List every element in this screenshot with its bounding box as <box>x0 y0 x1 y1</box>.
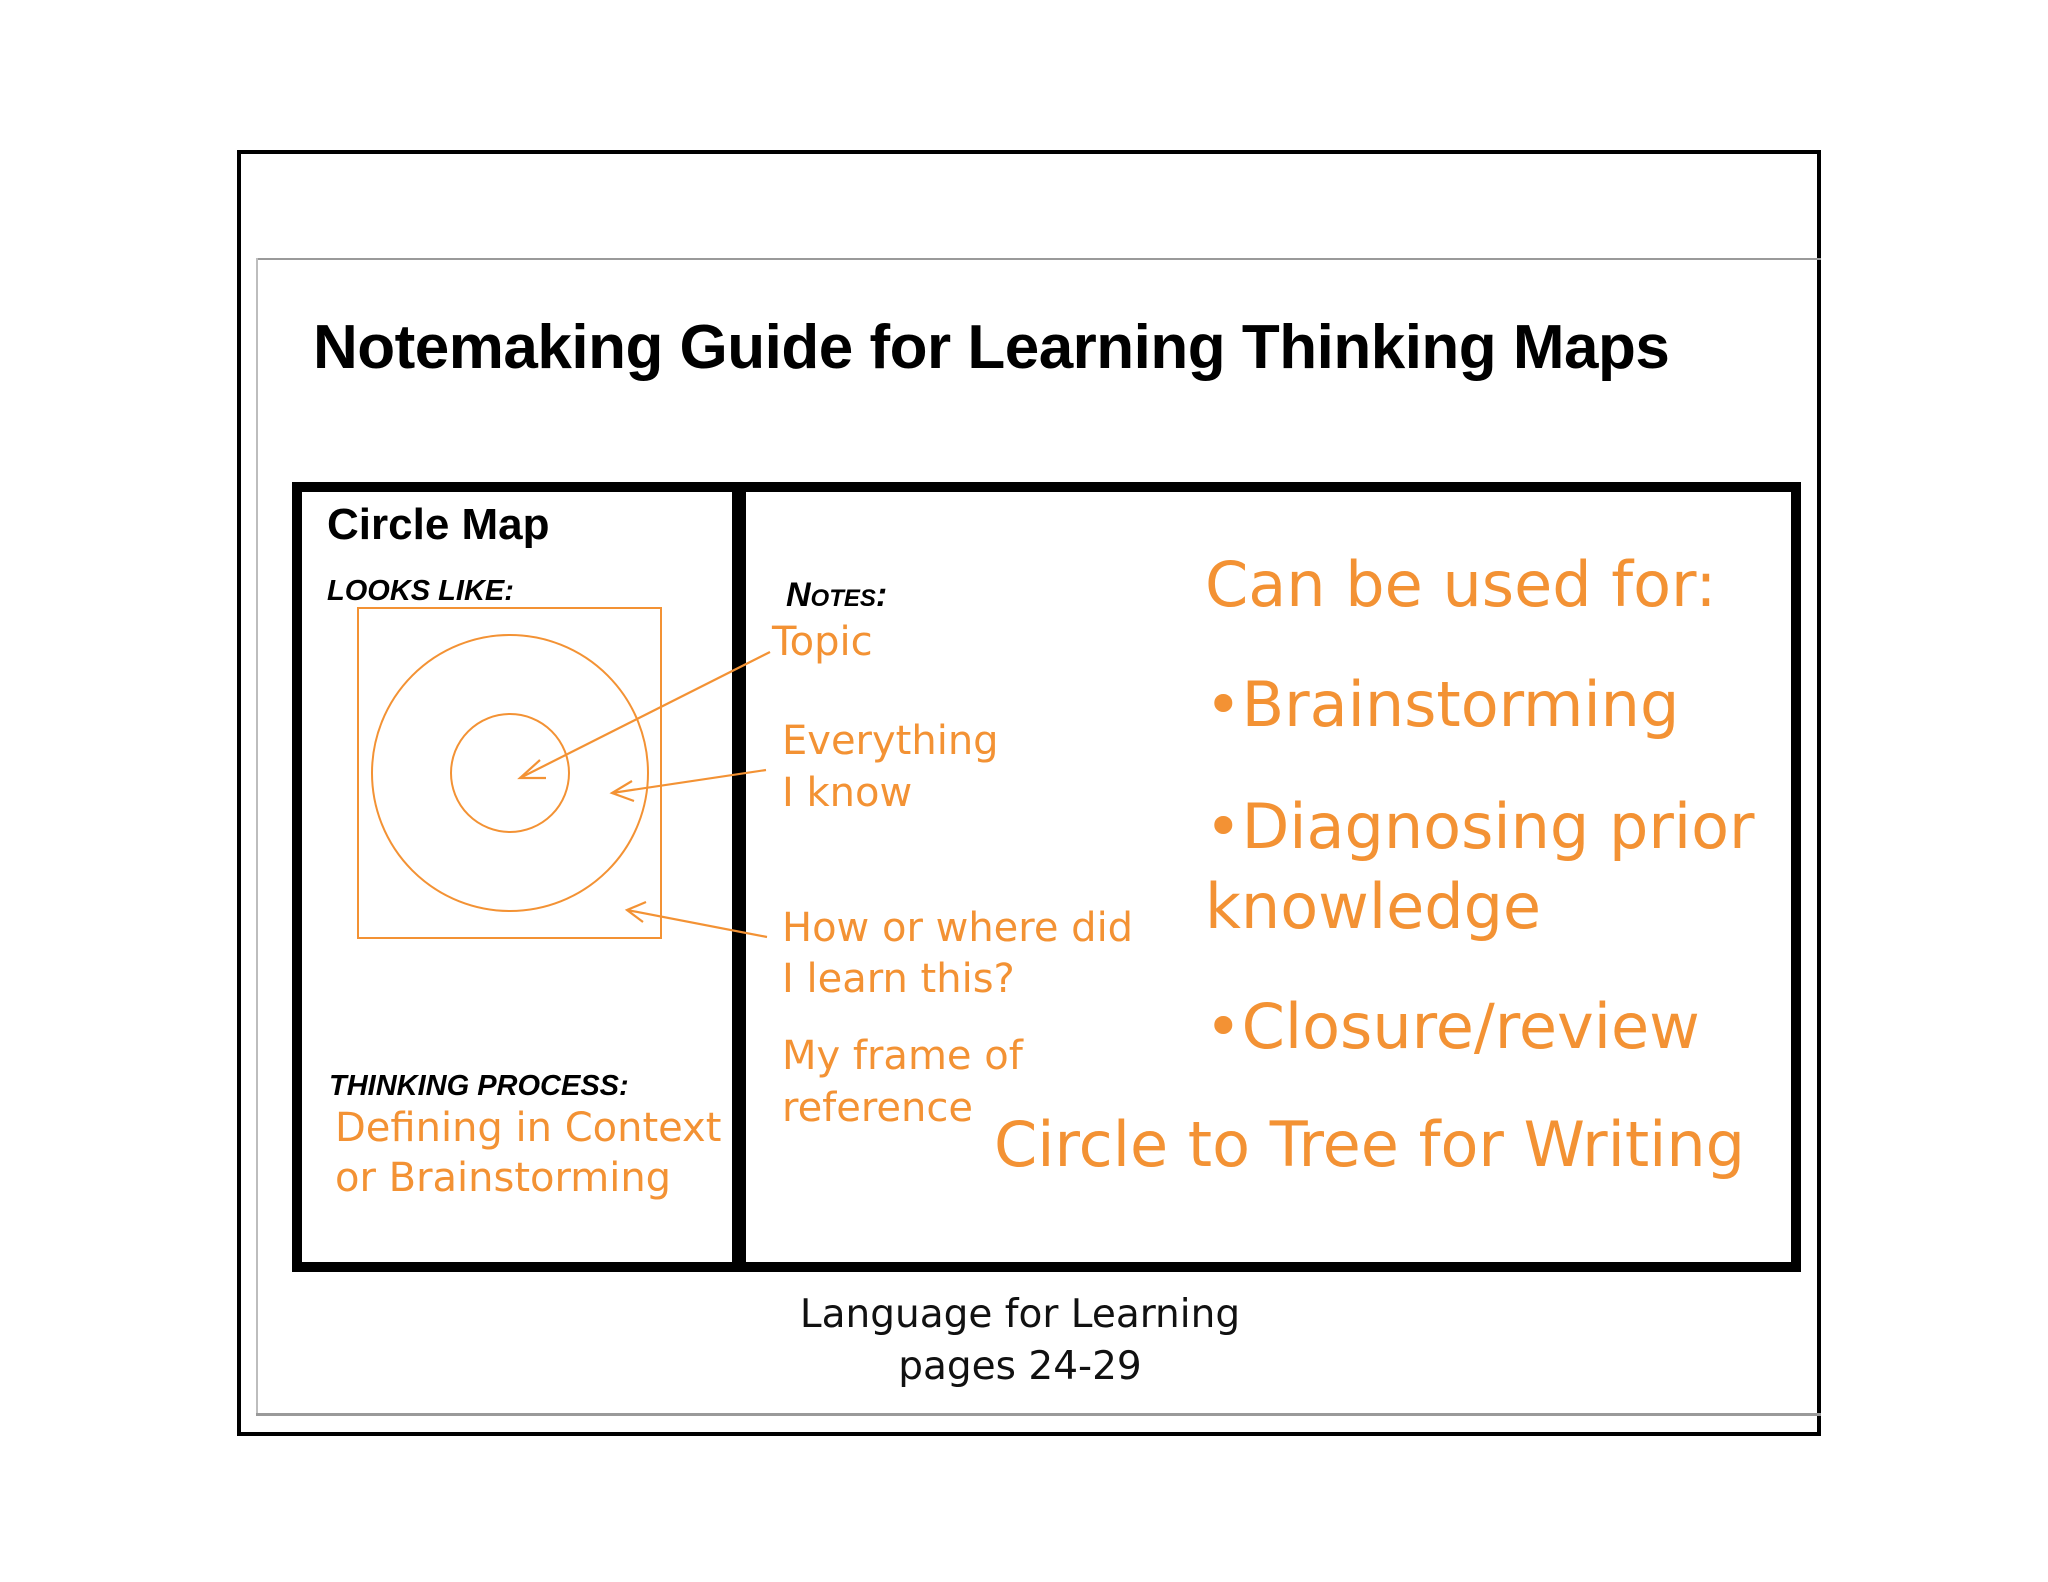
footer-line-2: pages 24-29 <box>898 1344 1142 1389</box>
footer-line-1: Language for Learning <box>799 1292 1241 1337</box>
notes-label: Notes: <box>786 576 888 614</box>
use-diagnosing-line-1: •Diagnosing prior <box>1205 790 1755 863</box>
use-diagnosing-line-2: knowledge <box>1205 870 1542 943</box>
use-brainstorming: •Brainstorming <box>1205 668 1680 741</box>
slide-top-edge <box>256 258 1821 260</box>
frame-note-line-1: My frame of <box>782 1033 1023 1079</box>
thinking-process-label: THINKING PROCESS: <box>329 1070 629 1102</box>
everything-note-line-2: I know <box>782 770 913 816</box>
use-closure-review: •Closure/review <box>1205 990 1700 1063</box>
thinking-process-line-2: or Brainstorming <box>335 1155 672 1201</box>
thinking-process-line-1: Defining in Context <box>335 1105 722 1151</box>
page-title: Notemaking Guide for Learning Thinking Maps <box>313 313 1670 382</box>
how-note-line-1: How or where did <box>782 905 1134 951</box>
slide-left-edge <box>256 258 258 1416</box>
frame-note-line-2: reference <box>782 1085 973 1131</box>
column-divider <box>732 482 746 1272</box>
slide-bottom-edge <box>256 1413 1821 1416</box>
circle-to-tree-note: Circle to Tree for Writing <box>994 1108 1746 1181</box>
circle-map-heading: Circle Map <box>327 500 550 549</box>
everything-note-line-1: Everything <box>782 718 999 764</box>
how-note-line-2: I learn this? <box>782 956 1015 1002</box>
looks-like-label: LOOKS LIKE: <box>327 575 514 607</box>
topic-note: Topic <box>772 619 873 665</box>
uses-heading: Can be used for: <box>1205 548 1717 621</box>
